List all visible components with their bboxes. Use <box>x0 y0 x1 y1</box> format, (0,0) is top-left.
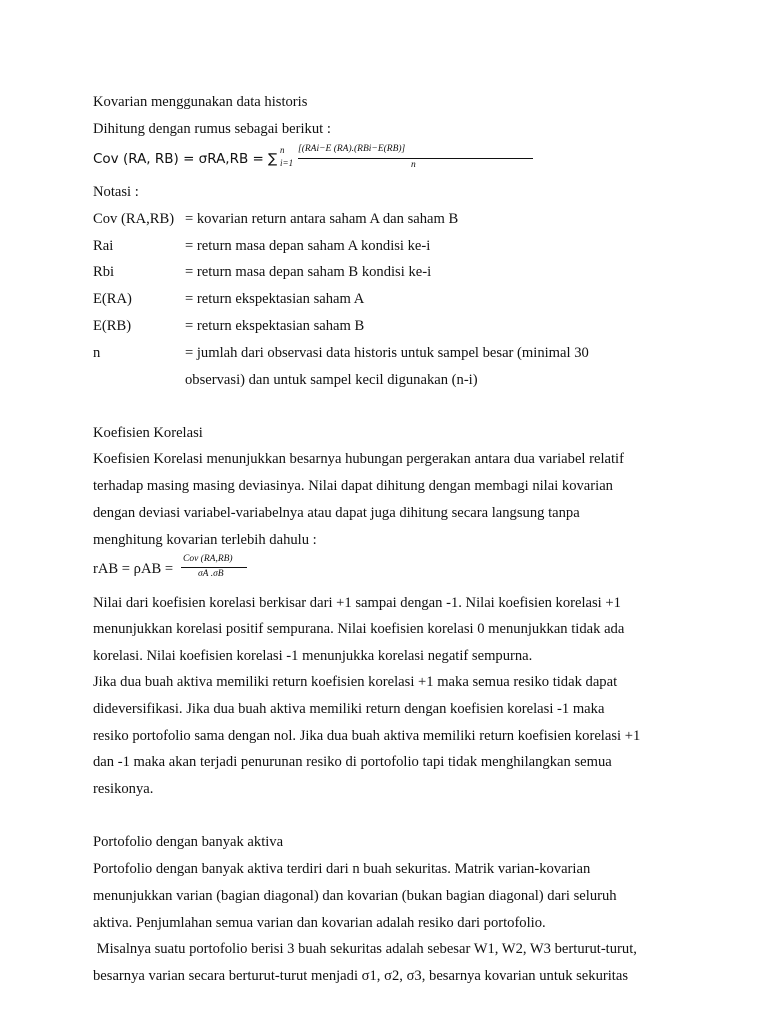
formula-intro: Dihitung dengan rumus sebagai berikut : <box>93 121 331 137</box>
formula-lhs: rAB = ρAB = <box>93 561 174 577</box>
paragraph-line: menunjukkan korelasi positif sempurana. Nilai koefisien korelasi 0 menunjukkan tidak ada <box>93 621 625 637</box>
notation-term: E(RB) <box>93 318 132 334</box>
notation-desc: = return ekspektasian saham B <box>185 318 365 334</box>
paragraph-line: Koefisien Korelasi menunjukkan besarnya hubungan pergerakan antara dua variabel relatif <box>93 451 624 467</box>
paragraph-line: menunjukkan varian (bagian diagonal) dan kovarian (bukan bagian diagonal) dari seluruh <box>93 888 617 904</box>
notation-desc: = jumlah dari observasi data historis untuk sampel besar (minimal 30 <box>185 345 589 361</box>
section-title-portofolio: Portofolio dengan banyak aktiva <box>93 834 284 850</box>
formula-denominator: n <box>411 160 416 170</box>
formula-denominator: σA .σB <box>198 569 224 579</box>
paragraph-line: dan -1 maka akan terjadi penurunan resiko di portofolio tapi tidak menghilangkan semua <box>93 754 612 770</box>
formula-numerator: Cov (RA,RB) <box>183 554 233 564</box>
paragraph-line: resiko portofolio sama dengan nol. Jika dua buah aktiva memiliki return koefisien korelasi +1 <box>93 728 641 744</box>
formula-lhs: Cov (RA, RB) = σRA,RB = ∑ <box>93 151 278 167</box>
paragraph-line: menghitung kovarian terlebih dahulu : <box>93 532 317 548</box>
paragraph-line: dideversifikasi. Jika dua buah aktiva memiliki return dengan koefisien korelasi -1 maka <box>93 701 605 717</box>
notation-term: Cov (RA,RB) <box>93 211 175 227</box>
paragraph-line: resikonya. <box>93 781 154 797</box>
paragraph-line: Portofolio dengan banyak aktiva terdiri dari n buah sekuritas. Matrik varian-kovarian <box>93 861 591 877</box>
notation-heading: Notasi : <box>93 184 139 200</box>
notation-desc: = return ekspektasian saham A <box>185 291 365 307</box>
notation-term: Rbi <box>93 264 115 280</box>
paragraph-line: korelasi. Nilai koefisien korelasi -1 menunjukka korelasi negatif sempurna. <box>93 648 533 664</box>
formula-numerator: [(RAi−E (RA).(RBi−E(RB)] <box>298 144 406 154</box>
notation-desc: = kovarian return antara saham A dan saham B <box>185 211 459 227</box>
paragraph-line: Misalnya suatu portofolio berisi 3 buah sekuritas adalah sebesar W1, W2, W3 berturut-turut, <box>93 941 637 957</box>
paragraph-line: Jika dua buah aktiva memiliki return koefisien korelasi +1 maka semua resiko tidak dapat <box>93 674 618 690</box>
notation-desc: = return masa depan saham B kondisi ke-i <box>185 264 432 280</box>
sum-lower-limit: i=1 <box>280 158 294 168</box>
sum-upper-limit: n <box>280 145 285 155</box>
notation-term: Rai <box>93 238 114 254</box>
paragraph-line: besarnya varian secara berturut-turut menjadi σ1, σ2, σ3, besarnya kovarian untuk sekuritas <box>93 968 629 984</box>
notation-desc-continued: observasi) dan untuk sampel kecil digunakan (n-i) <box>185 372 478 388</box>
paragraph-line: dengan deviasi variabel-variabelnya atau dapat juga dihitung secara langsung tanpa <box>93 505 580 521</box>
section-title-kovarian: Kovarian menggunakan data historis <box>93 94 308 110</box>
notation-desc: = return masa depan saham A kondisi ke-i <box>185 238 431 254</box>
section-title-korelasi: Koefisien Korelasi <box>93 425 203 441</box>
fraction-bar <box>298 158 533 159</box>
notation-term: n <box>93 345 101 361</box>
fraction-bar <box>181 567 247 568</box>
notation-term: E(RA) <box>93 291 132 307</box>
paragraph-line: aktiva. Penjumlahan semua varian dan kovarian adalah resiko dari portofolio. <box>93 915 546 931</box>
paragraph-line: Nilai dari koefisien korelasi berkisar dari +1 sampai dengan -1. Nilai koefisien korelasi +1 <box>93 595 621 611</box>
paragraph-line: terhadap masing masing deviasinya. Nilai dapat dihitung dengan membagi nilai kovarian <box>93 478 613 494</box>
